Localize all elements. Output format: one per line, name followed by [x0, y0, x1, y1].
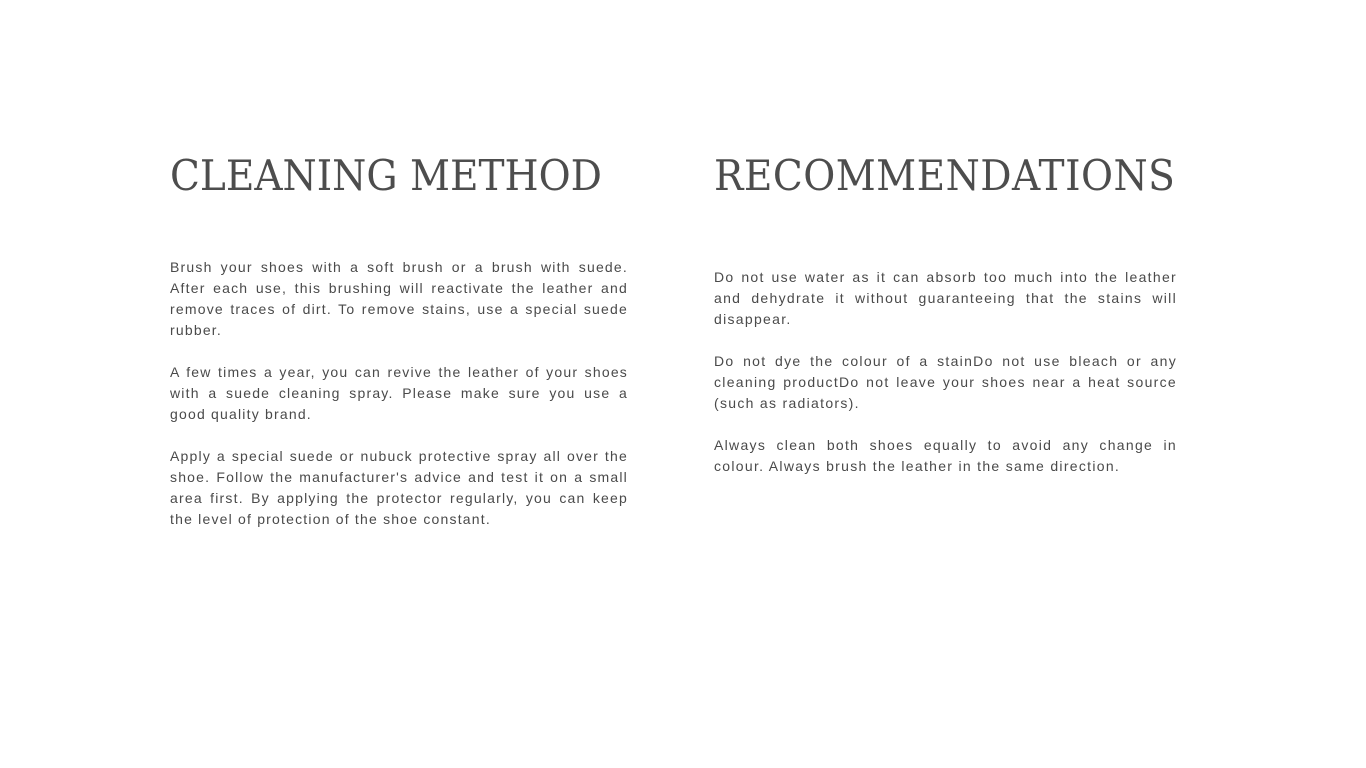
cleaning-paragraph-3: Apply a special suede or nubuck protective spray all over the shoe. Follow the manufacturer's advice and test it on a small area first. By applying the protector regularly, you can keep the level of protection of the shoe constant.	[170, 448, 628, 527]
cleaning-paragraph-1: Brush your shoes with a soft brush or a brush with suede. After each use, this brushing will reactivate the leather and remove traces of dirt. To remove stains, use a special suede rubber.	[170, 259, 628, 338]
cleaning-method-title: CLEANING METHOD	[170, 151, 602, 200]
recommendation-paragraph-2: Do not dye the colour of a stainDo not use bleach or any cleaning productDo not leave your shoes near a heat source (such as radiators).	[714, 353, 1177, 411]
recommendation-paragraph-3: Always clean both shoes equally to avoid any change in colour. Always brush the leather in the same direction.	[714, 437, 1177, 474]
recommendations-title: RECOMMENDATIONS	[714, 151, 1176, 200]
cleaning-method-body	[170, 257, 628, 551]
recommendations-body	[714, 267, 1177, 498]
cleaning-paragraph-2: A few times a year, you can revive the leather of your shoes with a suede cleaning spray. Please make sure you use a good quality brand.	[170, 364, 628, 422]
recommendation-paragraph-1: Do not use water as it can absorb too much into the leather and dehydrate it without guaranteeing that the stains will disappear.	[714, 269, 1177, 327]
